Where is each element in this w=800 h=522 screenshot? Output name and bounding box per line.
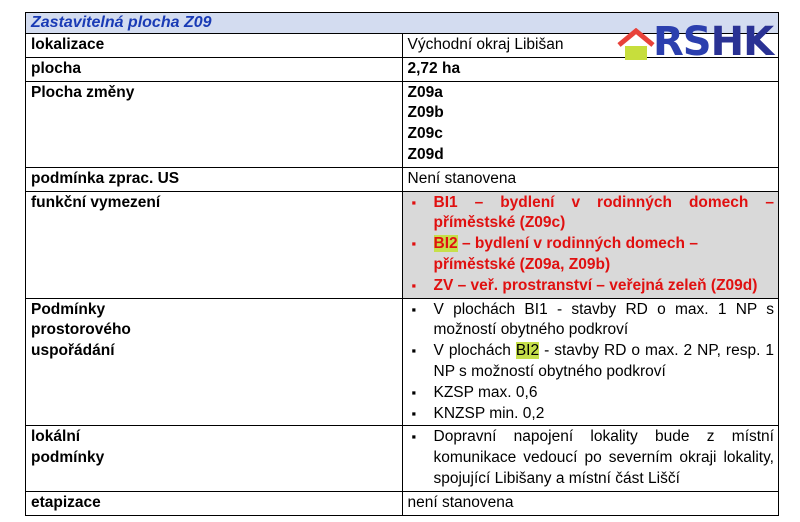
- row-lokalni-podminky: [26, 426, 779, 491]
- rshk-logo: [617, 19, 789, 66]
- label-line: podmínky: [31, 449, 105, 467]
- zone-code: Z09d: [407, 145, 444, 163]
- value-plocha-zmeny: [402, 81, 779, 167]
- functional-list: [408, 193, 775, 297]
- value-plocha: 2,72 ha: [402, 57, 779, 81]
- label-plocha: plocha: [26, 57, 403, 81]
- label-plocha-zmeny: Plocha změny: [26, 81, 403, 167]
- list-item: ▪ BI1 – bydlení v rodinných domech – příměstské (Z09c): [408, 193, 775, 235]
- list-item: [408, 234, 775, 276]
- locality-table: [25, 12, 779, 516]
- highlight-bi2: BI2: [433, 235, 458, 253]
- label-funkcni-vymezeni: funkční vymezení: [26, 191, 403, 298]
- row-funkcni-vymezeni: [26, 191, 779, 298]
- row-podminka-us: [26, 167, 779, 191]
- house-icon: [617, 28, 655, 62]
- label-line: lokální: [31, 428, 81, 446]
- label-lokalizace: lokalizace: [26, 34, 403, 58]
- row-prostorove-usporadani: [26, 298, 779, 426]
- value-podminka-us: Není stanovena: [402, 167, 779, 191]
- locality-sheet: [25, 12, 779, 516]
- list-item-prefix: V plochách: [433, 342, 511, 360]
- list-item: ▪ KZSP max. 0,6: [408, 383, 775, 404]
- label-lokalni-podminky: [26, 426, 403, 491]
- label-line: uspořádání: [31, 342, 115, 360]
- list-item: ▪ V plochách BI1 - stavby RD o max. 1 NP s možností obytného podkroví: [408, 300, 775, 342]
- value-funkcni-vymezeni: [402, 191, 779, 298]
- list-item: [408, 341, 775, 383]
- zone-code: Z09b: [407, 104, 444, 122]
- row-etapizace: [26, 491, 779, 515]
- label-line: Podmínky: [31, 300, 106, 318]
- list-item-text: – bydlení v rodinných domech – příměstské (Z09a, Z09b): [433, 235, 698, 273]
- zone-code: Z09c: [407, 125, 443, 143]
- value-etapizace: není stanovena: [402, 491, 779, 515]
- list-item: ▪ ZV – veř. prostranství – veřejná zeleň (Z09d): [408, 276, 775, 297]
- zone-code: Z09a: [407, 83, 443, 101]
- table-title: Zastavitelná plocha Z09: [26, 13, 779, 34]
- list-item: ▪ KNZSP min. 0,2: [408, 404, 775, 425]
- list-item-text: - stavby RD o max. 2 NP, resp. 1 NP s možností obytného podkroví: [433, 342, 774, 380]
- label-etapizace: etapizace: [26, 491, 403, 515]
- value-lokalizace: Východní okraj Libišan: [402, 34, 779, 58]
- label-line: prostorového: [31, 321, 131, 339]
- logo-text: [653, 20, 773, 64]
- label-prostorove-usporadani: [26, 298, 403, 426]
- logo-text-hk: HK: [710, 19, 774, 65]
- highlight-bi2: BI2: [515, 342, 540, 360]
- value-lokalni-podminky: [402, 426, 779, 491]
- row-plocha-zmeny: [26, 81, 779, 167]
- list-item: ▪ Dopravní napojení lokality bude z místní komunikace vedoucí po severním okraji lokality, spojující Libišany a místní část Liščí: [408, 427, 775, 489]
- logo-text-rs: RS: [653, 19, 711, 65]
- spatial-list: [408, 300, 775, 425]
- value-prostorove-usporadani: [402, 298, 779, 426]
- label-podminka-us: podmínka zprac. US: [26, 167, 403, 191]
- local-conditions-list: [408, 427, 775, 489]
